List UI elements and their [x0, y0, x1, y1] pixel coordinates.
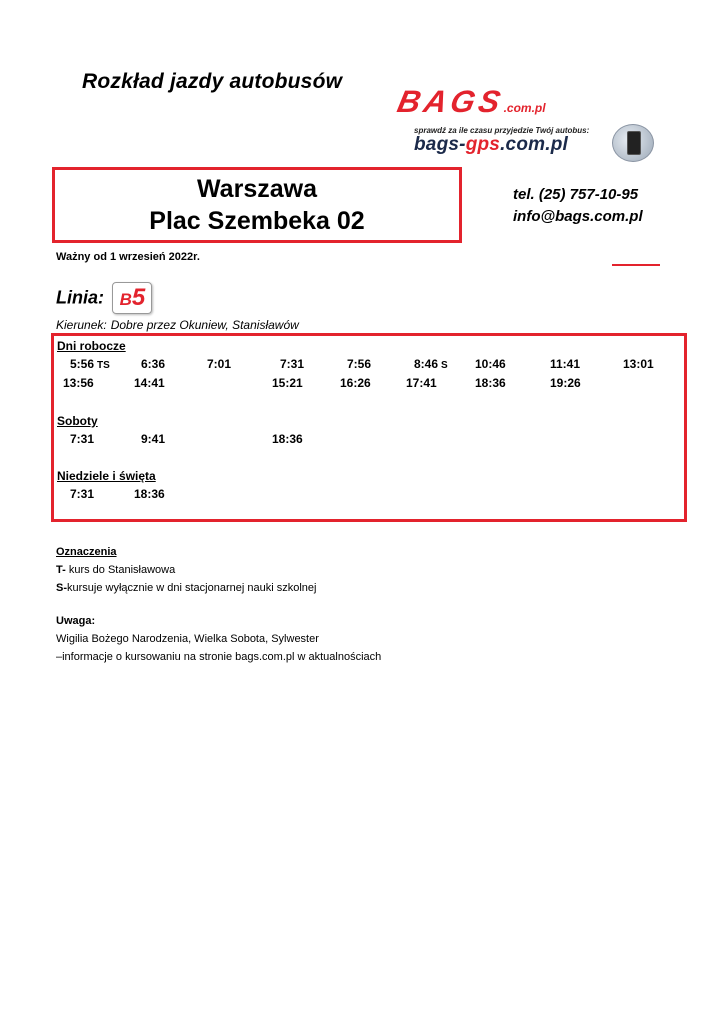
- stop-name: Plac Szembeka 02: [149, 207, 365, 235]
- departure: 7:01: [207, 357, 232, 371]
- departure: 5:56 TS: [70, 357, 110, 371]
- legend-title: Oznaczenia: [56, 546, 117, 558]
- departure: 15:21: [272, 376, 303, 390]
- departure: 7:56: [347, 357, 372, 371]
- line-label: Linia:: [56, 287, 104, 308]
- gps-domain-part1: bags-: [414, 134, 466, 155]
- stop-name-box: [52, 167, 462, 243]
- line-badge: [112, 282, 152, 314]
- remarks-line: –informacje o kursowaniu na stronie bags.com.pl w aktualnościach: [56, 651, 382, 663]
- departure: 9:41: [141, 432, 166, 446]
- line-indicator: [56, 282, 152, 312]
- remarks-line: Wigilia Bożego Narodzenia, Wielka Sobota, Sylwester: [56, 633, 319, 645]
- gps-tagline: sprawdź za ile czasu przyjedzie Twój autobus:: [414, 126, 590, 135]
- remarks-title: Uwaga:: [56, 615, 96, 627]
- departure: 7:31: [70, 487, 95, 501]
- bags-logo: [394, 84, 668, 119]
- schedule-box: [51, 333, 687, 522]
- departure: 6:36: [141, 357, 166, 371]
- valid-from: Ważny od 1 wrzesień 2022r.: [56, 251, 200, 263]
- direction-label: Kierunek:: [56, 318, 107, 332]
- departure: 11:41: [550, 357, 581, 371]
- direction-value: Dobre przez Okuniew, Stanisławów: [110, 318, 299, 332]
- section-saturdays: Soboty: [57, 414, 98, 428]
- departure: 16:26: [340, 376, 371, 390]
- remarks: [56, 612, 381, 666]
- line-number: 5: [131, 284, 146, 311]
- departure: 14:41: [134, 376, 165, 390]
- gps-domain-part3: .com.pl: [500, 134, 568, 155]
- logo-suffix: .com.pl: [503, 101, 546, 115]
- direction: [56, 318, 299, 332]
- legend: [56, 543, 316, 597]
- line-prefix: B: [119, 290, 132, 309]
- departure: 13:56: [63, 376, 94, 390]
- departure: 18:36: [272, 432, 303, 446]
- departure: 18:36: [475, 376, 506, 390]
- document-title: Rozkład jazdy autobusów: [82, 70, 343, 93]
- departure: 19:26: [550, 376, 581, 390]
- gps-domain-part2: gps: [465, 134, 501, 155]
- contact-email: info@bags.com.pl: [513, 208, 643, 225]
- departure: 10:46: [475, 357, 506, 371]
- departure: 13:01: [623, 357, 654, 371]
- departure: 17:41: [406, 376, 437, 390]
- section-sundays: Niedziele i święta: [57, 469, 156, 483]
- departure: 8:46 S: [414, 357, 448, 371]
- stop-city: Warszawa: [197, 175, 317, 203]
- legend-item: S-kursuje wyłącznie w dni stacjonarnej nauki szkolnej: [56, 582, 317, 594]
- gps-domain: [414, 134, 568, 156]
- departure: 7:31: [70, 432, 95, 446]
- legend-item: T- kurs do Stanisławowa: [56, 564, 176, 576]
- departure: 18:36: [134, 487, 165, 501]
- departure: 7:31: [280, 357, 305, 371]
- section-weekdays: Dni robocze: [57, 339, 126, 353]
- smartphone-icon: [612, 124, 654, 162]
- logo-wordmark: BAGS: [394, 84, 508, 119]
- divider: [612, 264, 660, 266]
- contact-phone: tel. (25) 757-10-95: [513, 186, 639, 203]
